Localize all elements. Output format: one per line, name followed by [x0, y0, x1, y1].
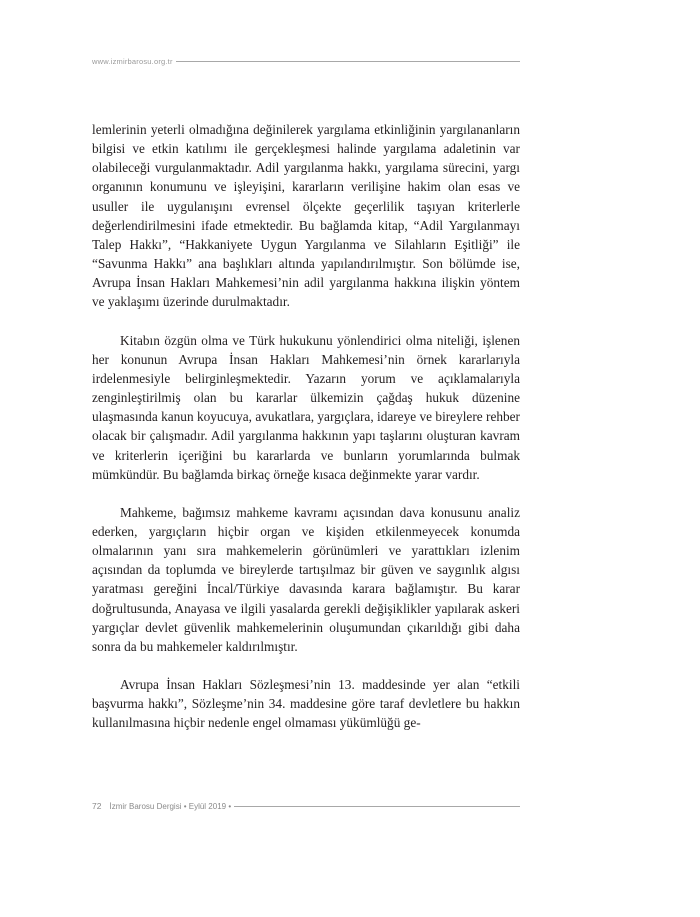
journal-info: İzmir Barosu Dergisi • Eylül 2019 •: [109, 801, 232, 811]
paragraph-4: Avrupa İnsan Hakları Sözleşmesi’nin 13. maddesinde yer alan “etkili başvurma hakkı”, Sözleşme’nin 34. maddesine göre taraf devletlere bu hakkın kullanılmasına hiçbir nedenle engel olmaması yükümlüğü ge-: [92, 677, 520, 731]
paragraph-2: Kitabın özgün olma ve Türk hukukunu yönlendirici olma niteliği, işlenen her konunun Avrupa İnsan Hakları Mahkemesi’nin örnek kararlarıyla irdelenmesiyle belirginleşmektedir. Yazarın yorum ve açıklamalarıyla zenginleştirilmiş olan bu kararlar ülkemizin çağdaş hukuk düzenine ulaşmasında kanun koyucuya, avukatlara, yargıçlara, idareye ve bireylere rehber olacak bir çalışmadır. Adil yargılanma hakkının yapı taşlarını oluşturan kavram ve kriterlerin içeriğini bu kararlarda ve bunların yorumlarında bulmak mümkündür. Bu bağlamda birkaç örneğe kısaca değinmekte yarar vardır.: [92, 332, 520, 482]
paragraph-1: lemlerinin yeterli olmadığına değinilerek yargılama etkinliğinin yargılananların bilgisi ve etkin katılımı ile gerçekleşmesi halinde yargılama adaletinin var olabileceği vurgulanmaktadır. Adil yargılanma hakkı, yargılama sürecini, yargı organının konumunu ve işleyişini, kararların verilişine hakim olan esas ve usuller ile uygulanışını evrensel ölçekte geçerlilik taşıyan kriterlerle değerlendirilmesini ifade etmektedir. Bu bağlamda kitap, “Adil Yargılanmayı Talep Hakkı”, “Hakkaniyete Uygun Yargılanma ve Silahların Eşitliği” ile “Savunma Hakkı” ana başlıkları altında yapılandırılmıştır. Son bölümde ise, Avrupa İnsan Hakları Mahkemesi’nin adil yargılanma hakkına ilişkin yöntem ve yaklaşımı üzerinde durulmaktadır.: [92, 122, 520, 310]
page-header: [92, 55, 520, 67]
page-number: 72: [92, 801, 102, 811]
page-footer: [92, 799, 520, 813]
paragraph-gap: [92, 312, 520, 331]
paragraph-gap: [92, 656, 520, 675]
article-body: [92, 120, 520, 733]
header-rule: [176, 61, 520, 62]
paragraph-gap: [92, 484, 520, 503]
footer-rule: [234, 806, 520, 807]
header-url: www.izmirbarosu.org.tr: [92, 56, 173, 66]
paragraph-3: Mahkeme, bağımsız mahkeme kavramı açısından dava konusunu analiz ederken, yargıçların hiçbir organ ve kişiden etkilenmeyecek konumda olmalarının yanı sıra mahkemelerin görünümleri ve yarattıkları izlenim açısından da toplumda ve bireylerde tartışılmaz bir güven ve saygınlık algısı yaratması gereğini İncal/Türkiye davasında karara bağlamıştır. Bu karar doğrultusunda, Anayasa ve ilgili yasalarda gerekli değişiklikler yapılarak askeri yargıçlar devlet güvenlik mahkemelerinin oluşumundan çıkarıldığı gibi daha sonra da bu mahkemeler kaldırılmıştır.: [92, 504, 520, 654]
